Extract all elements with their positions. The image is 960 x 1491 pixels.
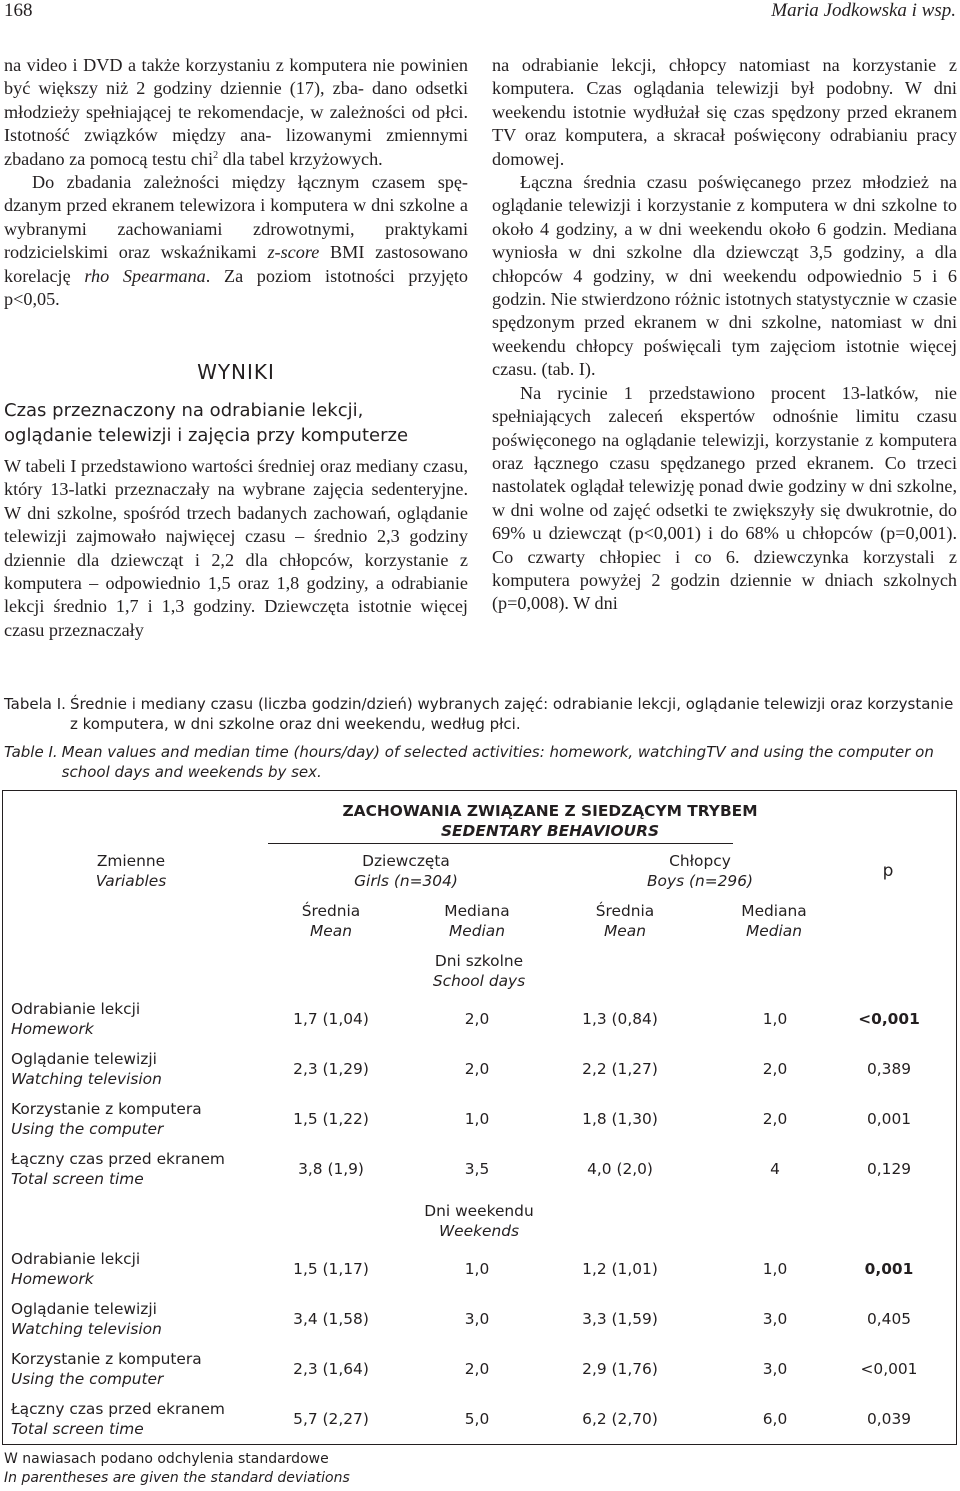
table-cell-g-mean: 1,7 (1,04) [293,1010,369,1028]
table-cell-b-median: 1,0 [762,1260,788,1278]
row-label: Odrabianie lekcji Homework [11,1000,141,1038]
boys-mean-header: Średnia Mean [595,902,655,940]
boys-header: Chłopcy Boys (n=296) [646,852,754,890]
group-header: ZACHOWANIA ZWIĄZANE Z SIEDZĄCYM TRYBEM SEDENTARY BEHAVIOURS [342,802,758,840]
page-header [0,0,960,24]
table-cell-p: <0,001 [858,1010,920,1028]
table-cell-g-median: 2,0 [464,1060,490,1078]
table-cell-b-mean: 6,2 (2,70) [582,1410,658,1428]
table-cell-g-mean: 1,5 (1,22) [293,1110,369,1128]
footnote-pl: W nawiasach podano odchylenia standardowe [4,1451,329,1467]
table-cell-g-mean: 5,7 (2,27) [293,1410,369,1428]
table-cell-p: 0,405 [866,1310,912,1328]
table-cell-b-mean: 1,2 (1,01) [582,1260,658,1278]
variables-header: Zmienne Variables [95,852,167,890]
paragraph-results-1: W tabeli I przedstawiono wartości średniej oraz mediany czasu, który 13-latki przeznaczały na wybrane zajęcia sedenteryjne. W dni szkolne, spośród trzech badanych zachowań, oglądanie telewizji zajmowało najwięcej czasu – średnio 2,3 godziny dziennie dla dziewcząt i 2,2 dla chłopców, korzystanie z komputera – odpowiednio 1,5 oraz 1,8 godziny, a odrabianie lekcji średnio 1,7 i 1,3 godziny. Dziewczęta istotnie więcej czasu przeznaczały [4,456,468,640]
row-label: Korzystanie z komputera Using the computer [11,1350,202,1388]
page-number: 168 [4,0,33,21]
weekends-header: Dni weekendu Weekends [424,1202,534,1240]
paragraph-results-2: na odrabianie lekcji, chłopcy natomiast na korzystanie z komputera. Czas oglądania telewizji był podobny. W dni weekendu istotnie wydłużał się czas spędzony przed ekranem TV oraz komputera, a skracał poświęcony odrabianiu pracy domowej. [492,55,957,169]
section-subheading: Czas przeznaczony na odrabianie lekcji, oglądanie telewizji i zajęcia przy komputerze [4,400,409,446]
paragraph-methods-1: na video i DVD a także korzystaniu z komputera nie powinien być większy niż 2 godziny dziennie (17), zba- dano odsetki młodzieży spełniającej te rekomendacje, w zależności od płci. Istotność związków między ana- lizowanymi zmiennymi zbadano za pomocą testu chi$^2$ dla tabel krzyżowych. [4,55,469,169]
row-label: Łączny czas przed ekranem Total screen time [11,1150,225,1188]
table-cell-b-median: 2,0 [762,1060,788,1078]
row-label: Korzystanie z komputera Using the computer [11,1100,202,1138]
table-cell-b-median: 1,0 [762,1010,788,1028]
girls-median-header: Mediana Median [444,902,510,940]
table-cell-g-median: 2,0 [464,1010,490,1028]
table-cell-p: 0,389 [866,1060,912,1078]
section-heading: WYNIKI [197,360,275,384]
paragraph-results-3: Łączna średnia czasu poświęcanego przez młodzież na oglądanie telewizji i korzystanie z komputera w dni szkolne to około 4 godziny, a w dni weekendu około 6 godzin. Mediana wyniosła w dni szkolne dla dziewcząt 3,5 godziny, a dla chłopców 4 godziny, w dni weekendu odpowiednio 5 i 6 godzin. Nie stwierdzono różnic istotnych statystycznie w czasie spędzonym przed ekranem w dni szkolne, natomiast w dni weekendu chłopcy poświęcali tym zajęciom istotnie więcej czasu. (tab. I). [492,172,957,380]
p-header: p [882,861,894,881]
table-cell-b-median: 4 [770,1160,780,1178]
table-cell-p: 0,001 [866,1110,912,1128]
header-rule [268,843,733,844]
running-title: Maria Jodkowska i wsp. [771,0,956,21]
right-column-text [492,54,957,616]
table-cell-p: 0,129 [866,1160,912,1178]
table-cell-b-median: 6,0 [762,1410,788,1428]
table-cell-g-mean: 3,4 (1,58) [293,1310,369,1328]
table-cell-g-mean: 3,8 (1,9) [298,1160,364,1178]
table-cell-g-median: 2,0 [464,1360,490,1378]
table-cell-b-mean: 3,3 (1,59) [582,1310,658,1328]
girls-mean-header: Średnia Mean [301,902,361,940]
table-cell-g-median: 1,0 [464,1110,490,1128]
table-cell-b-mean: 4,0 (2,0) [587,1160,653,1178]
table-cell-b-mean: 1,3 (0,84) [582,1010,658,1028]
table-cell-g-median: 1,0 [464,1260,490,1278]
chi-superscript: 2 [213,149,219,161]
girls-header: Dziewczęta Girls (n=304) [354,852,458,890]
row-label: Odrabianie lekcji Homework [11,1250,141,1288]
table-cell-b-mean: 1,8 (1,30) [582,1110,658,1128]
table-cell-g-mean: 2,3 (1,29) [293,1060,369,1078]
row-label: Oglądanie telewizji Watching television [11,1050,162,1088]
table-cell-b-mean: 2,9 (1,76) [582,1360,658,1378]
table-cell-g-mean: 2,3 (1,64) [293,1360,369,1378]
data-table [2,790,957,1445]
table-caption-en: Table I. Mean values and median time (hours/day) of selected activities: homework, watchingTV and using the computer on school days and weekends by sex. [4,743,934,781]
table-cell-g-mean: 1,5 (1,17) [293,1260,369,1278]
table-cell-g-median: 3,5 [464,1160,490,1178]
table-cell-p: <0,001 [860,1360,918,1378]
table-caption-pl: Tabela I. Średnie i mediany czasu (liczba godzin/dzień) wybranych zajęć: odrabianie lekcji, oglądanie telewizji oraz korzystanie z komputera, w dni szkolne oraz dni weekendu, według płci. [4,695,954,733]
table-cell-p: 0,001 [864,1260,914,1278]
left-column-text [4,54,468,311]
table-cell-b-median: 3,0 [762,1310,788,1328]
boys-median-header: Mediana Median [741,902,807,940]
paragraph-results-4: Na rycinie 1 przedstawiono procent 13-latków, nie spełniających zaleceń ekspertów odnośnie limitu czasu poświęconego na oglądanie telewizji, korzystanie z komputera oraz łącznego czasu spędzanego przed ekranem. Co trzeci nastolatek oglądał telewizję ponad dwie godziny w dni szkolne, w dni wolne od zajęć odsetki te zwiększyły się dwukrotnie, do 69% u dziewcząt (p<0,001) i do 68% u chłopców (p=0,001). Co czwarty chłopiec i co 6. dziewczynka korzystali z komputera powyżej 2 godzin dziennie w dniach szkolnych (p=0,008). W dni [492,382,957,614]
row-label: Łączny czas przed ekranem Total screen time [11,1400,225,1438]
row-label: Oglądanie telewizji Watching television [11,1300,162,1338]
table-cell-g-median: 3,0 [464,1310,490,1328]
table-cell-b-median: 2,0 [762,1110,788,1128]
footnote-en: In parentheses are given the standard deviations [4,1470,350,1486]
table-cell-b-mean: 2,2 (1,27) [582,1060,658,1078]
school-days-header: Dni szkolne School days [432,952,526,990]
paragraph-methods-2: Do zbadania zależności między łącznym czasem spę- dzanym przed ekranem telewizora i komputera w dni szkolne a wybranymi zachowaniami zdrowotnymi, praktykami rodzicielskimi oraz wskaźnikami z-score BMI zastosowano korelację rho Spearmana. Za poziom istotności przyjęto p<0,05. [4,172,469,310]
table-cell-b-median: 3,0 [762,1360,788,1378]
table-cell-g-median: 5,0 [464,1410,490,1428]
table-cell-p: 0,039 [866,1410,912,1428]
